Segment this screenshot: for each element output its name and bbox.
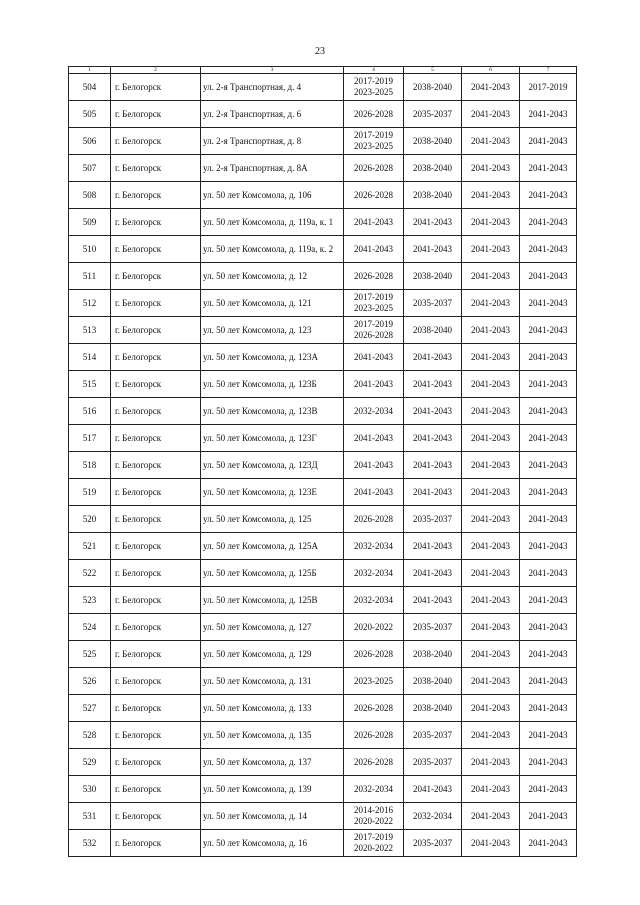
column-number-row: [69, 67, 577, 74]
period-cell-col7: 2017-2019: [520, 74, 577, 101]
period-cell-col6: 2041-2043: [462, 776, 520, 803]
city-cell: г. Белогорск: [111, 236, 201, 263]
period-cell-col6: 2041-2043: [462, 398, 520, 425]
period-cell-col5: 2041-2043: [404, 452, 462, 479]
period-line: 2041-2043: [354, 351, 393, 362]
period-cell-col4: [344, 722, 404, 749]
period-cell-col6: 2041-2043: [462, 236, 520, 263]
address-cell: ул. 50 лет Комсомола, д. 127: [201, 614, 344, 641]
period-line: 2026-2028: [354, 648, 393, 659]
period-cell-col6: 2041-2043: [462, 506, 520, 533]
period-cell-col7: 2041-2043: [520, 290, 577, 317]
city-cell: г. Белогорск: [111, 182, 201, 209]
city-cell: г. Белогорск: [111, 830, 201, 857]
period-cell-col5: 2041-2043: [404, 560, 462, 587]
table-row: [69, 209, 577, 236]
city-cell: г. Белогорск: [111, 668, 201, 695]
period-cell-col4: [344, 263, 404, 290]
period-cell-col6: 2041-2043: [462, 317, 520, 344]
table-row: [69, 155, 577, 182]
period-cell-col7: 2041-2043: [520, 722, 577, 749]
period-cell-col6: 2041-2043: [462, 155, 520, 182]
period-cell-col7: 2041-2043: [520, 533, 577, 560]
address-cell: ул. 50 лет Комсомола, д. 106: [201, 182, 344, 209]
period-cell-col7: 2041-2043: [520, 479, 577, 506]
period-line: 2023-2025: [354, 675, 393, 686]
city-cell: г. Белогорск: [111, 641, 201, 668]
table-row: [69, 128, 577, 155]
row-number-cell: 532: [69, 830, 111, 857]
period-cell-col5: 2035-2037: [404, 506, 462, 533]
period-line: 2026-2028: [354, 330, 393, 340]
address-cell: ул. 2-я Транспортная, д. 6: [201, 101, 344, 128]
row-number-cell: 506: [69, 128, 111, 155]
column-number: 7: [520, 67, 577, 74]
period-cell-col5: 2035-2037: [404, 614, 462, 641]
city-cell: г. Белогорск: [111, 695, 201, 722]
period-cell-col7: 2041-2043: [520, 803, 577, 830]
period-cell-col6: 2041-2043: [462, 641, 520, 668]
period-line: 2041-2043: [354, 216, 393, 227]
period-cell-col5: 2038-2040: [404, 74, 462, 101]
period-line: 2026-2028: [354, 702, 393, 713]
city-cell: г. Белогорск: [111, 209, 201, 236]
address-cell: ул. 2-я Транспортная, д. 4: [201, 74, 344, 101]
row-number-cell: 523: [69, 587, 111, 614]
address-cell: ул. 50 лет Комсомола, д. 123А: [201, 344, 344, 371]
city-cell: г. Белогорск: [111, 101, 201, 128]
period-cell-col6: 2041-2043: [462, 263, 520, 290]
address-cell: ул. 50 лет Комсомола, д. 14: [201, 803, 344, 830]
period-line: 2023-2025: [354, 303, 393, 313]
city-cell: г. Белогорск: [111, 290, 201, 317]
period-cell-col4: [344, 236, 404, 263]
row-number-cell: 521: [69, 533, 111, 560]
period-cell-col5: 2035-2037: [404, 290, 462, 317]
table-row: [69, 830, 577, 857]
period-cell-col4: [344, 479, 404, 506]
period-line: 2041-2043: [354, 486, 393, 497]
row-number-cell: 529: [69, 749, 111, 776]
period-cell-col6: 2041-2043: [462, 722, 520, 749]
period-cell-col5: 2041-2043: [404, 344, 462, 371]
period-cell-col5: 2041-2043: [404, 587, 462, 614]
period-cell-col7: 2041-2043: [520, 236, 577, 263]
city-cell: г. Белогорск: [111, 533, 201, 560]
period-cell-col6: 2041-2043: [462, 749, 520, 776]
period-line: 2017-2019: [354, 832, 393, 842]
column-number: 5: [404, 67, 462, 74]
period-line: 2020-2022: [354, 621, 393, 632]
period-cell-col7: 2041-2043: [520, 830, 577, 857]
period-cell-col4: [344, 209, 404, 236]
city-cell: г. Белогорск: [111, 425, 201, 452]
period-cell-col6: 2041-2043: [462, 209, 520, 236]
period-cell-col6: 2041-2043: [462, 371, 520, 398]
city-cell: г. Белогорск: [111, 344, 201, 371]
table-row: [69, 668, 577, 695]
table-row: [69, 479, 577, 506]
period-cell-col6: 2041-2043: [462, 587, 520, 614]
period-cell-col4: [344, 749, 404, 776]
city-cell: г. Белогорск: [111, 371, 201, 398]
table-row: [69, 722, 577, 749]
period-line: 2041-2043: [354, 378, 393, 389]
period-cell-col6: 2041-2043: [462, 128, 520, 155]
period-cell-col4: [344, 506, 404, 533]
row-number-cell: 514: [69, 344, 111, 371]
address-cell: ул. 50 лет Комсомола, д. 123: [201, 317, 344, 344]
table-row: [69, 587, 577, 614]
period-cell-col4: [344, 371, 404, 398]
period-cell-col4: [344, 614, 404, 641]
table-row: [69, 317, 577, 344]
row-number-cell: 504: [69, 74, 111, 101]
column-number: 3: [201, 67, 344, 74]
period-cell-col4: [344, 695, 404, 722]
period-cell-col5: 2038-2040: [404, 128, 462, 155]
address-cell: ул. 50 лет Комсомола, д. 123Г: [201, 425, 344, 452]
period-cell-col4: [344, 830, 404, 857]
period-cell-col5: 2032-2034: [404, 803, 462, 830]
period-cell-col4: [344, 398, 404, 425]
period-line: 2026-2028: [354, 729, 393, 740]
period-cell-col4: [344, 317, 404, 344]
period-cell-col5: 2038-2040: [404, 263, 462, 290]
row-number-cell: 524: [69, 614, 111, 641]
period-line: 2041-2043: [354, 432, 393, 443]
period-cell-col6: 2041-2043: [462, 182, 520, 209]
period-cell-col7: 2041-2043: [520, 560, 577, 587]
period-cell-col6: 2041-2043: [462, 74, 520, 101]
period-cell-col6: 2041-2043: [462, 803, 520, 830]
period-cell-col5: 2038-2040: [404, 695, 462, 722]
city-cell: г. Белогорск: [111, 506, 201, 533]
period-cell-col7: 2041-2043: [520, 614, 577, 641]
row-number-cell: 517: [69, 425, 111, 452]
city-cell: г. Белогорск: [111, 587, 201, 614]
period-cell-col4: [344, 587, 404, 614]
table-row: [69, 344, 577, 371]
period-cell-col4: [344, 290, 404, 317]
column-number: 2: [111, 67, 201, 74]
period-line: 2026-2028: [354, 270, 393, 281]
period-cell-col5: 2038-2040: [404, 668, 462, 695]
period-line: 2032-2034: [354, 594, 393, 605]
address-cell: ул. 50 лет Комсомола, д. 121: [201, 290, 344, 317]
period-cell-col7: 2041-2043: [520, 128, 577, 155]
table-row: [69, 506, 577, 533]
period-cell-col5: 2038-2040: [404, 182, 462, 209]
period-cell-col5: 2041-2043: [404, 398, 462, 425]
period-line: 2032-2034: [354, 783, 393, 794]
address-cell: ул. 50 лет Комсомола, д. 129: [201, 641, 344, 668]
address-cell: ул. 50 лет Комсомола, д. 131: [201, 668, 344, 695]
period-cell-col7: 2041-2043: [520, 587, 577, 614]
column-number: 4: [344, 67, 404, 74]
city-cell: г. Белогорск: [111, 398, 201, 425]
schedule-table: [68, 66, 577, 857]
period-line: 2023-2025: [354, 87, 393, 97]
period-cell-col5: 2038-2040: [404, 641, 462, 668]
period-cell-col7: 2041-2043: [520, 398, 577, 425]
period-line: 2041-2043: [354, 243, 393, 254]
table-row: [69, 425, 577, 452]
address-cell: ул. 50 лет Комсомола, д. 16: [201, 830, 344, 857]
table-row: [69, 236, 577, 263]
city-cell: г. Белогорск: [111, 452, 201, 479]
period-cell-col6: 2041-2043: [462, 101, 520, 128]
city-cell: г. Белогорск: [111, 560, 201, 587]
row-number-cell: 509: [69, 209, 111, 236]
address-cell: ул. 2-я Транспортная, д. 8А: [201, 155, 344, 182]
period-cell-col7: 2041-2043: [520, 317, 577, 344]
period-cell-col7: 2041-2043: [520, 101, 577, 128]
address-cell: ул. 50 лет Комсомола, д. 125Б: [201, 560, 344, 587]
address-cell: ул. 2-я Транспортная, д. 8: [201, 128, 344, 155]
period-cell-col4: [344, 776, 404, 803]
row-number-cell: 512: [69, 290, 111, 317]
address-cell: ул. 50 лет Комсомола, д. 119а, к. 2: [201, 236, 344, 263]
city-cell: г. Белогорск: [111, 128, 201, 155]
address-cell: ул. 50 лет Комсомола, д. 123В: [201, 398, 344, 425]
row-number-cell: 527: [69, 695, 111, 722]
table-row: [69, 182, 577, 209]
period-cell-col7: 2041-2043: [520, 425, 577, 452]
row-number-cell: 511: [69, 263, 111, 290]
city-cell: г. Белогорск: [111, 263, 201, 290]
column-number: 6: [462, 67, 520, 74]
period-cell-col4: [344, 344, 404, 371]
city-cell: г. Белогорск: [111, 74, 201, 101]
row-number-cell: 510: [69, 236, 111, 263]
city-cell: г. Белогорск: [111, 722, 201, 749]
period-line: 2017-2019: [354, 130, 393, 140]
period-cell-col5: 2041-2043: [404, 776, 462, 803]
city-cell: г. Белогорск: [111, 317, 201, 344]
period-line: 2017-2019: [354, 319, 393, 329]
address-cell: ул. 50 лет Комсомола, д. 125В: [201, 587, 344, 614]
row-number-cell: 531: [69, 803, 111, 830]
period-cell-col7: 2041-2043: [520, 506, 577, 533]
period-cell-col6: 2041-2043: [462, 695, 520, 722]
table-row: [69, 74, 577, 101]
address-cell: ул. 50 лет Комсомола, д. 12: [201, 263, 344, 290]
period-line: 2017-2019: [354, 76, 393, 86]
row-number-cell: 513: [69, 317, 111, 344]
address-cell: ул. 50 лет Комсомола, д. 133: [201, 695, 344, 722]
address-cell: ул. 50 лет Комсомола, д. 123Д: [201, 452, 344, 479]
period-line: 2032-2034: [354, 540, 393, 551]
period-cell-col4: [344, 101, 404, 128]
address-cell: ул. 50 лет Комсомола, д. 119а, к. 1: [201, 209, 344, 236]
period-cell-col7: 2041-2043: [520, 668, 577, 695]
period-cell-col6: 2041-2043: [462, 425, 520, 452]
period-cell-col4: [344, 668, 404, 695]
address-cell: ул. 50 лет Комсомола, д. 123Б: [201, 371, 344, 398]
period-cell-col5: 2038-2040: [404, 317, 462, 344]
period-cell-col7: 2041-2043: [520, 209, 577, 236]
period-cell-col5: 2041-2043: [404, 479, 462, 506]
period-cell-col4: [344, 803, 404, 830]
city-cell: г. Белогорск: [111, 614, 201, 641]
period-cell-col7: 2041-2043: [520, 776, 577, 803]
row-number-cell: 515: [69, 371, 111, 398]
period-cell-col6: 2041-2043: [462, 290, 520, 317]
table-row: [69, 290, 577, 317]
table-row: [69, 263, 577, 290]
period-cell-col4: [344, 452, 404, 479]
period-cell-col6: 2041-2043: [462, 614, 520, 641]
period-cell-col4: [344, 641, 404, 668]
city-cell: г. Белогорск: [111, 749, 201, 776]
address-cell: ул. 50 лет Комсомола, д. 123Е: [201, 479, 344, 506]
period-cell-col7: 2041-2043: [520, 344, 577, 371]
row-number-cell: 519: [69, 479, 111, 506]
period-cell-col5: 2035-2037: [404, 749, 462, 776]
period-cell-col5: 2041-2043: [404, 533, 462, 560]
table-row: [69, 749, 577, 776]
period-cell-col5: 2041-2043: [404, 209, 462, 236]
table-row: [69, 371, 577, 398]
period-cell-col7: 2041-2043: [520, 641, 577, 668]
period-cell-col7: 2041-2043: [520, 263, 577, 290]
table-row: [69, 533, 577, 560]
period-cell-col4: [344, 128, 404, 155]
table-row: [69, 398, 577, 425]
city-cell: г. Белогорск: [111, 776, 201, 803]
period-line: 2041-2043: [354, 459, 393, 470]
page-number: 23: [315, 46, 325, 57]
address-cell: ул. 50 лет Комсомола, д. 139: [201, 776, 344, 803]
period-cell-col7: 2041-2043: [520, 452, 577, 479]
row-number-cell: 525: [69, 641, 111, 668]
address-cell: ул. 50 лет Комсомола, д. 137: [201, 749, 344, 776]
period-line: 2026-2028: [354, 189, 393, 200]
period-cell-col5: 2035-2037: [404, 830, 462, 857]
row-number-cell: 507: [69, 155, 111, 182]
period-cell-col7: 2041-2043: [520, 695, 577, 722]
table-row: [69, 695, 577, 722]
address-cell: ул. 50 лет Комсомола, д. 135: [201, 722, 344, 749]
period-cell-col6: 2041-2043: [462, 533, 520, 560]
row-number-cell: 528: [69, 722, 111, 749]
period-cell-col6: 2041-2043: [462, 560, 520, 587]
period-cell-col7: 2041-2043: [520, 155, 577, 182]
column-number: 1: [69, 67, 111, 74]
period-line: 2026-2028: [354, 756, 393, 767]
city-cell: г. Белогорск: [111, 479, 201, 506]
period-line: 2017-2019: [354, 292, 393, 302]
period-cell-col7: 2041-2043: [520, 749, 577, 776]
row-number-cell: 530: [69, 776, 111, 803]
period-line: 2026-2028: [354, 162, 393, 173]
period-line: 2020-2022: [354, 843, 393, 853]
row-number-cell: 520: [69, 506, 111, 533]
period-cell-col4: [344, 425, 404, 452]
period-cell-col6: 2041-2043: [462, 668, 520, 695]
row-number-cell: 518: [69, 452, 111, 479]
table-row: [69, 452, 577, 479]
city-cell: г. Белогорск: [111, 803, 201, 830]
period-cell-col4: [344, 560, 404, 587]
period-cell-col4: [344, 533, 404, 560]
period-cell-col6: 2041-2043: [462, 452, 520, 479]
period-cell-col5: 2041-2043: [404, 425, 462, 452]
table-row: [69, 776, 577, 803]
table-row: [69, 560, 577, 587]
row-number-cell: 505: [69, 101, 111, 128]
period-cell-col5: 2041-2043: [404, 371, 462, 398]
period-cell-col5: 2035-2037: [404, 101, 462, 128]
period-cell-col5: 2038-2040: [404, 155, 462, 182]
row-number-cell: 522: [69, 560, 111, 587]
period-cell-col4: [344, 74, 404, 101]
period-cell-col7: 2041-2043: [520, 182, 577, 209]
period-line: 2026-2028: [354, 513, 393, 524]
address-cell: ул. 50 лет Комсомола, д. 125: [201, 506, 344, 533]
table-row: [69, 803, 577, 830]
city-cell: г. Белогорск: [111, 155, 201, 182]
period-line: 2032-2034: [354, 405, 393, 416]
period-cell-col6: 2041-2043: [462, 830, 520, 857]
table-row: [69, 101, 577, 128]
address-cell: ул. 50 лет Комсомола, д. 125А: [201, 533, 344, 560]
period-line: 2032-2034: [354, 567, 393, 578]
period-cell-col4: [344, 155, 404, 182]
period-line: 2020-2022: [354, 816, 393, 826]
table-row: [69, 614, 577, 641]
period-line: 2014-2016: [354, 805, 393, 815]
period-line: 2023-2025: [354, 141, 393, 151]
row-number-cell: 508: [69, 182, 111, 209]
row-number-cell: 516: [69, 398, 111, 425]
period-cell-col5: 2035-2037: [404, 722, 462, 749]
period-cell-col5: 2041-2043: [404, 236, 462, 263]
table-body: [69, 74, 577, 857]
period-cell-col6: 2041-2043: [462, 344, 520, 371]
period-cell-col4: [344, 182, 404, 209]
period-cell-col6: 2041-2043: [462, 479, 520, 506]
period-line: 2026-2028: [354, 108, 393, 119]
period-cell-col7: 2041-2043: [520, 371, 577, 398]
row-number-cell: 526: [69, 668, 111, 695]
table-row: [69, 641, 577, 668]
